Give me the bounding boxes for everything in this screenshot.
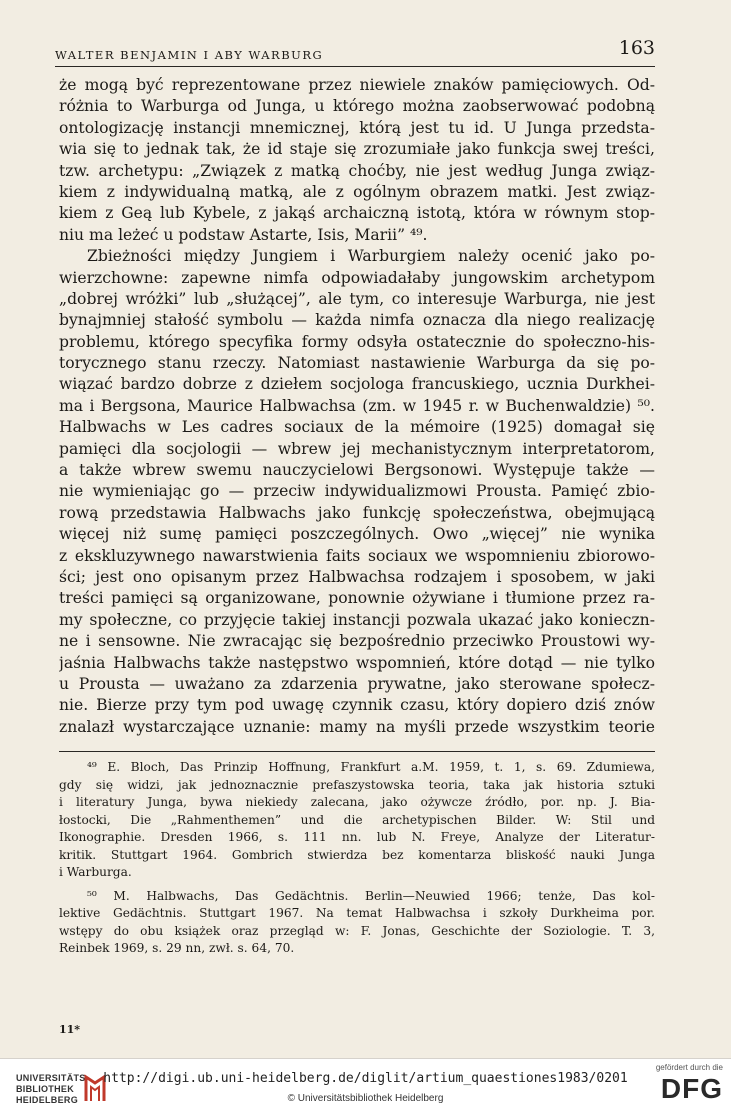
footnotes [59,759,655,958]
text-line: ści; jest ono opisanym przez Halbwachsa rodzajem i sposobem, w jaki [59,567,655,586]
text-line: wia się to jednak tak, że id staje się zrozumiałe jako funkcja swej treści, [59,140,655,159]
text-line: więcej niż sumę pamięci poszczególnych. Owo „więcej” nie wynika [59,525,655,544]
text-line: ma i Bergsona, Maurice Halbwachsa (zm. w 1945 r. w Buchenwaldzie) ⁵⁰. [59,396,655,415]
text-line: rową przedstawia Halbwachs jako funkcję społeczeństwa, obejmującą [59,503,655,522]
text-line: „dobrej wróżki” lub „służącej”, ale tym, co interesuje Warburga, nie jest [59,289,655,308]
text-line: różnia to Warburga od Junga, u którego można zaobserwować podobną [59,97,655,116]
text-line: niu ma leżeć u podstaw Astarte, Isis, Marii” ⁴⁹. [59,225,428,244]
footnote-line: Reinbek 1969, s. 29 nn, zwł. s. 64, 70. [59,941,295,955]
text-line: torycznego stanu rzeczy. Natomiast nastawienie Warburga da się po- [59,354,655,373]
dfg-logo: DFG [660,1073,723,1104]
text-line: problemu, którego specyfika formy odsyła ostatecznie do społeczno-his- [59,332,655,351]
text-line: treści pamięci są organizowane, ponownie ożywiane i tłumione przez ra- [59,589,655,608]
footnote-line: ⁴⁹ E. Bloch, Das Prinzip Hoffnung, Frankfurt a.M. 1959, t. 1, s. 69. Zdumiewa, [87,760,655,774]
footnote-rule [59,751,655,752]
footnote-line: i Warburga. [59,865,132,879]
main-text [59,75,655,738]
text-line: Zbieżności między Jungiem i Warburgiem należy ocenić jako po- [87,247,655,266]
text-line: nie. Bierze przy tym pod uwagę czynnik czasu, który dopiero dziś znów [59,696,655,715]
funding-note: gefördert durch die [655,1063,723,1072]
text-line: nie wymieniając go — przeciw indywidualizmowi Prousta. Pamięć zbio- [59,482,655,501]
text-line: wiązać bardzo dobrze z dziełem socjologa francuskiego, ucznia Durkhei- [59,375,655,394]
text-line: z ekskluzywnego nawarstwienia faits sociaux we wspomnieniu zbiorowo- [59,546,655,565]
copyright-notice: © Universitätsbibliothek Heidelberg [287,1093,444,1104]
permalink-url[interactable]: http://digi.ub.uni-heidelberg.de/diglit/artium_quaestiones1983/0201 [103,1071,628,1086]
page-number: 163 [618,37,655,59]
library-name-line: HEIDELBERG [16,1095,79,1105]
text-line: kiem z indywidualną matką, ale z ogólnym obrazem matki. Jest związ- [59,182,655,201]
text-line: u Prousta — uważano za zdarzenia prywatne, jako sterowane społecz- [59,674,655,693]
text-line: wierzchowne: zapewne nimfa odpowiadałaby jungowskim archetypom [59,268,655,287]
text-line: znalazł wystarczające uznanie: mamy na myśli przede wszystkim teorie [59,717,655,736]
footnote-line: gdy się widzi, jak jednoznacznie prefaszystowska teoria, taka jak historia sztuki [59,777,655,792]
text-line: jaśnia Halbwachs także następstwo wspomnień, które dotąd — nie tylko [59,653,655,672]
text-line: kiem z Geą lub Kybele, z jakąś archaiczną istotą, która w równym stop- [59,204,655,223]
text-line: Halbwachs w Les cadres sociaux de la mémoire (1925) domagał się [59,418,655,437]
text-line: ne i sensowne. Nie zwracając się bezpośrednio przeciwko Proustowi wy- [59,632,655,651]
text-line: pamięci dla socjologii — wbrew jej mechanistycznym interpretatorom, [59,439,655,458]
text-line: a także wbrew swemu nauczycielowi Bergsonowi. Występuje także — [59,461,655,480]
footnote-line: wstępy do obu książek oraz przegląd w: F. Jonas, Geschichte der Soziologie. T. 3, [59,923,655,938]
running-head: WALTER BENJAMIN I ABY WARBURG [55,48,324,62]
footnote-line: i literatury Junga, bywa niekiedy zalecana, jako ożywcze źródło, por. np. J. Bia- [59,795,655,809]
signature-mark: 11* [59,1023,81,1036]
page-header [55,36,655,66]
funder-block[interactable] [643,1063,723,1111]
header-rule [55,66,655,67]
text-line: bynajmniej stałość symbolu — każda nimfa oznacza dla niego realizację [59,311,655,330]
footnote-line: łostocki, Die „Rahmenthemen” und die archetypischen Bilder. W: Stil und [59,812,655,827]
text-line: ontologizację instancji mnemicznej, którą jest tu id. U Junga przedsta- [59,118,655,137]
text-line: my społeczne, co przyjęcie takiej instancji pozwala ukazać jako konieczn- [59,610,655,629]
footnote-line: ⁵⁰ M. Halbwachs, Das Gedächtnis. Berlin—Neuwied 1966; tenże, Das kol- [87,888,655,903]
library-name-line: BIBLIOTHEK [16,1084,74,1094]
text-line: że mogą być reprezentowane przez niewiele znaków pamięciowych. Od- [59,76,655,94]
footnote-line: kritik. Stuttgart 1964. Gombrich stwierdza bez komentarza bliskość nauki Junga [59,847,655,862]
footnote-line: Ikonographie. Dresden 1966, s. 111 nn. lub N. Freye, Analyze der Literatur- [59,830,655,844]
library-name-line: UNIVERSITÄTS- [16,1073,89,1083]
viewer-footer [0,1058,731,1115]
footnote-line: lektive Gedächtnis. Stuttgart 1967. Na temat Halbwachsa i szkoły Durkheima por. [59,906,655,920]
text-line: tzw. archetypu: „Związek z matką choćby, nie jest według Junga związ- [59,161,655,180]
